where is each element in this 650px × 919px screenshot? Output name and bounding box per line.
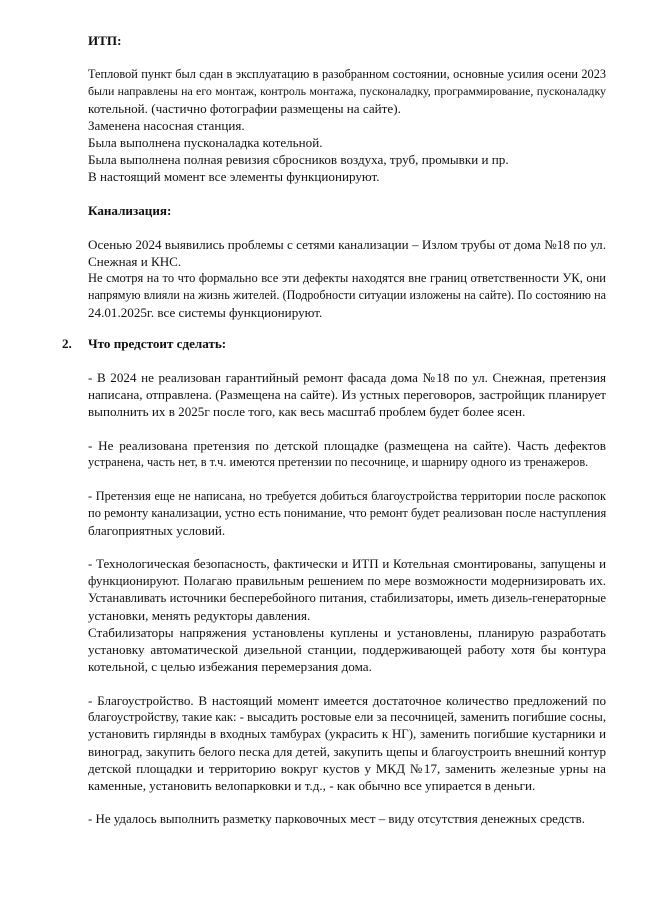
p4-line-1: - Технологическая безопасность, фактически и ИТП и Котельная смонтированы, запущены и [88, 557, 606, 571]
kanal-line-3: Не смотря на то что формально все эти дефекты находятся вне границ ответственности УК, они [88, 271, 606, 285]
p3-line-1: - Претензия еще не написана, но требуется добиться благоустройства территории после раскопок [88, 489, 606, 503]
kanal-heading: Канализация: [88, 203, 172, 218]
itp-line-4: Заменена насосная станция. [88, 118, 245, 133]
kanal-line-2: Снежная и КНС. [88, 254, 182, 269]
itp-line-7: В настоящий момент все элементы функционируют. [88, 169, 380, 184]
p6-line-1: - Не удалось выполнить разметку парковочных мест – виду отсутствия денежных средств. [88, 812, 585, 826]
kanal-line-5: 24.01.2025г. все системы функционируют. [88, 305, 323, 320]
itp-line-3: котельной. (частично фотографии размещены на сайте). [88, 101, 401, 116]
p5-line-2: благоустройству, такие как: - высадить ростовые ели за песочницей, заменить погибшие сосны, [88, 710, 606, 724]
itp-line-6: Была выполнена полная ревизия сбросников воздуха, труб, промывки и пр. [88, 152, 509, 167]
p4-line-3: Устанавливать источники бесперебойного питания, стабилизаторы, иметь дизель-генераторные [88, 591, 606, 605]
p4-line-2: функционируют. Полагаю правильным решением по мере возможности модернизировать их. [88, 574, 606, 588]
p5-line-4: виноград, закупить белого песка для детей, закупить щепы и благоустроить внешний контур [88, 744, 606, 759]
p2-line-1: - Не реализована претензия по детской площадке (размещена на сайте). Часть дефектов [88, 438, 606, 453]
kanal-line-1: Осенью 2024 выявились проблемы с сетями канализации – Излом трубы от дома №18 по ул. [88, 237, 606, 252]
p5-line-1: - Благоустройство. В настоящий момент имеется достаточное количество предложений по [88, 693, 606, 708]
p5-line-6: каменные, установить велопарковки и т.д., - как обычно все упирается в деньги. [88, 778, 536, 793]
p1-line-3: выполнить их в 2025г после того, как весь масштаб проблем будет более ясен. [88, 404, 526, 419]
itp-line-2: были направлены на его монтаж, контроль монтажа, пусконаладку, программирование, пусконаладку [88, 84, 606, 98]
p4-line-5: Стабилизаторы напряжения установлены куплены и установлены, планирую разработать [88, 625, 606, 640]
p3-line-2: по ремонту канализации, устно есть понимание, что ремонт будет реализован после наступления [88, 506, 607, 520]
kanal-line-4: напрямую влияли на жизнь жителей. (Подробности ситуации изложены на сайте). По состоянию на [88, 288, 606, 302]
p1-line-1: - В 2024 не реализован гарантийный ремонт фасада дома №18 по ул. Снежная, претензия [88, 370, 606, 385]
p5-line-5: детской площадки и территорию вокруг кустов у МКД №17, заменить железные урны на [88, 761, 606, 776]
p4-line-4: установки, менять редукторы давления. [88, 608, 311, 623]
p5-line-3: установить гирлянды в входных тамбурах (украсить к НГ), заменить погибшие кустарники и [88, 727, 606, 741]
itp-heading: ИТП: [88, 33, 122, 48]
itp-line-5: Была выполнена пусконаладка котельной. [88, 135, 323, 150]
p4-line-7: котельной, с целью избежания перемерзания дома. [88, 659, 372, 674]
section-2-heading: Что предстоит сделать: [88, 336, 227, 351]
section-2-number: 2. [62, 336, 72, 351]
p3-line-3: благоприятных условий. [88, 523, 226, 538]
p4-line-6: установку автоматической дизельной станции, поддерживающей работу хотя бы контура [88, 642, 606, 657]
p2-line-2: устранена, часть нет, в т.ч. имеются претензии по песочнице, и шарниру одного из тренажеров. [88, 455, 589, 469]
itp-line-1: Тепловой пункт был сдан в эксплуатацию в разобранном состоянии, основные усилия осени 2023 [88, 67, 606, 81]
p1-line-2: написана, отправлена. (Размещена на сайте). Из устных переговоров, застройщик планирует [88, 387, 606, 402]
